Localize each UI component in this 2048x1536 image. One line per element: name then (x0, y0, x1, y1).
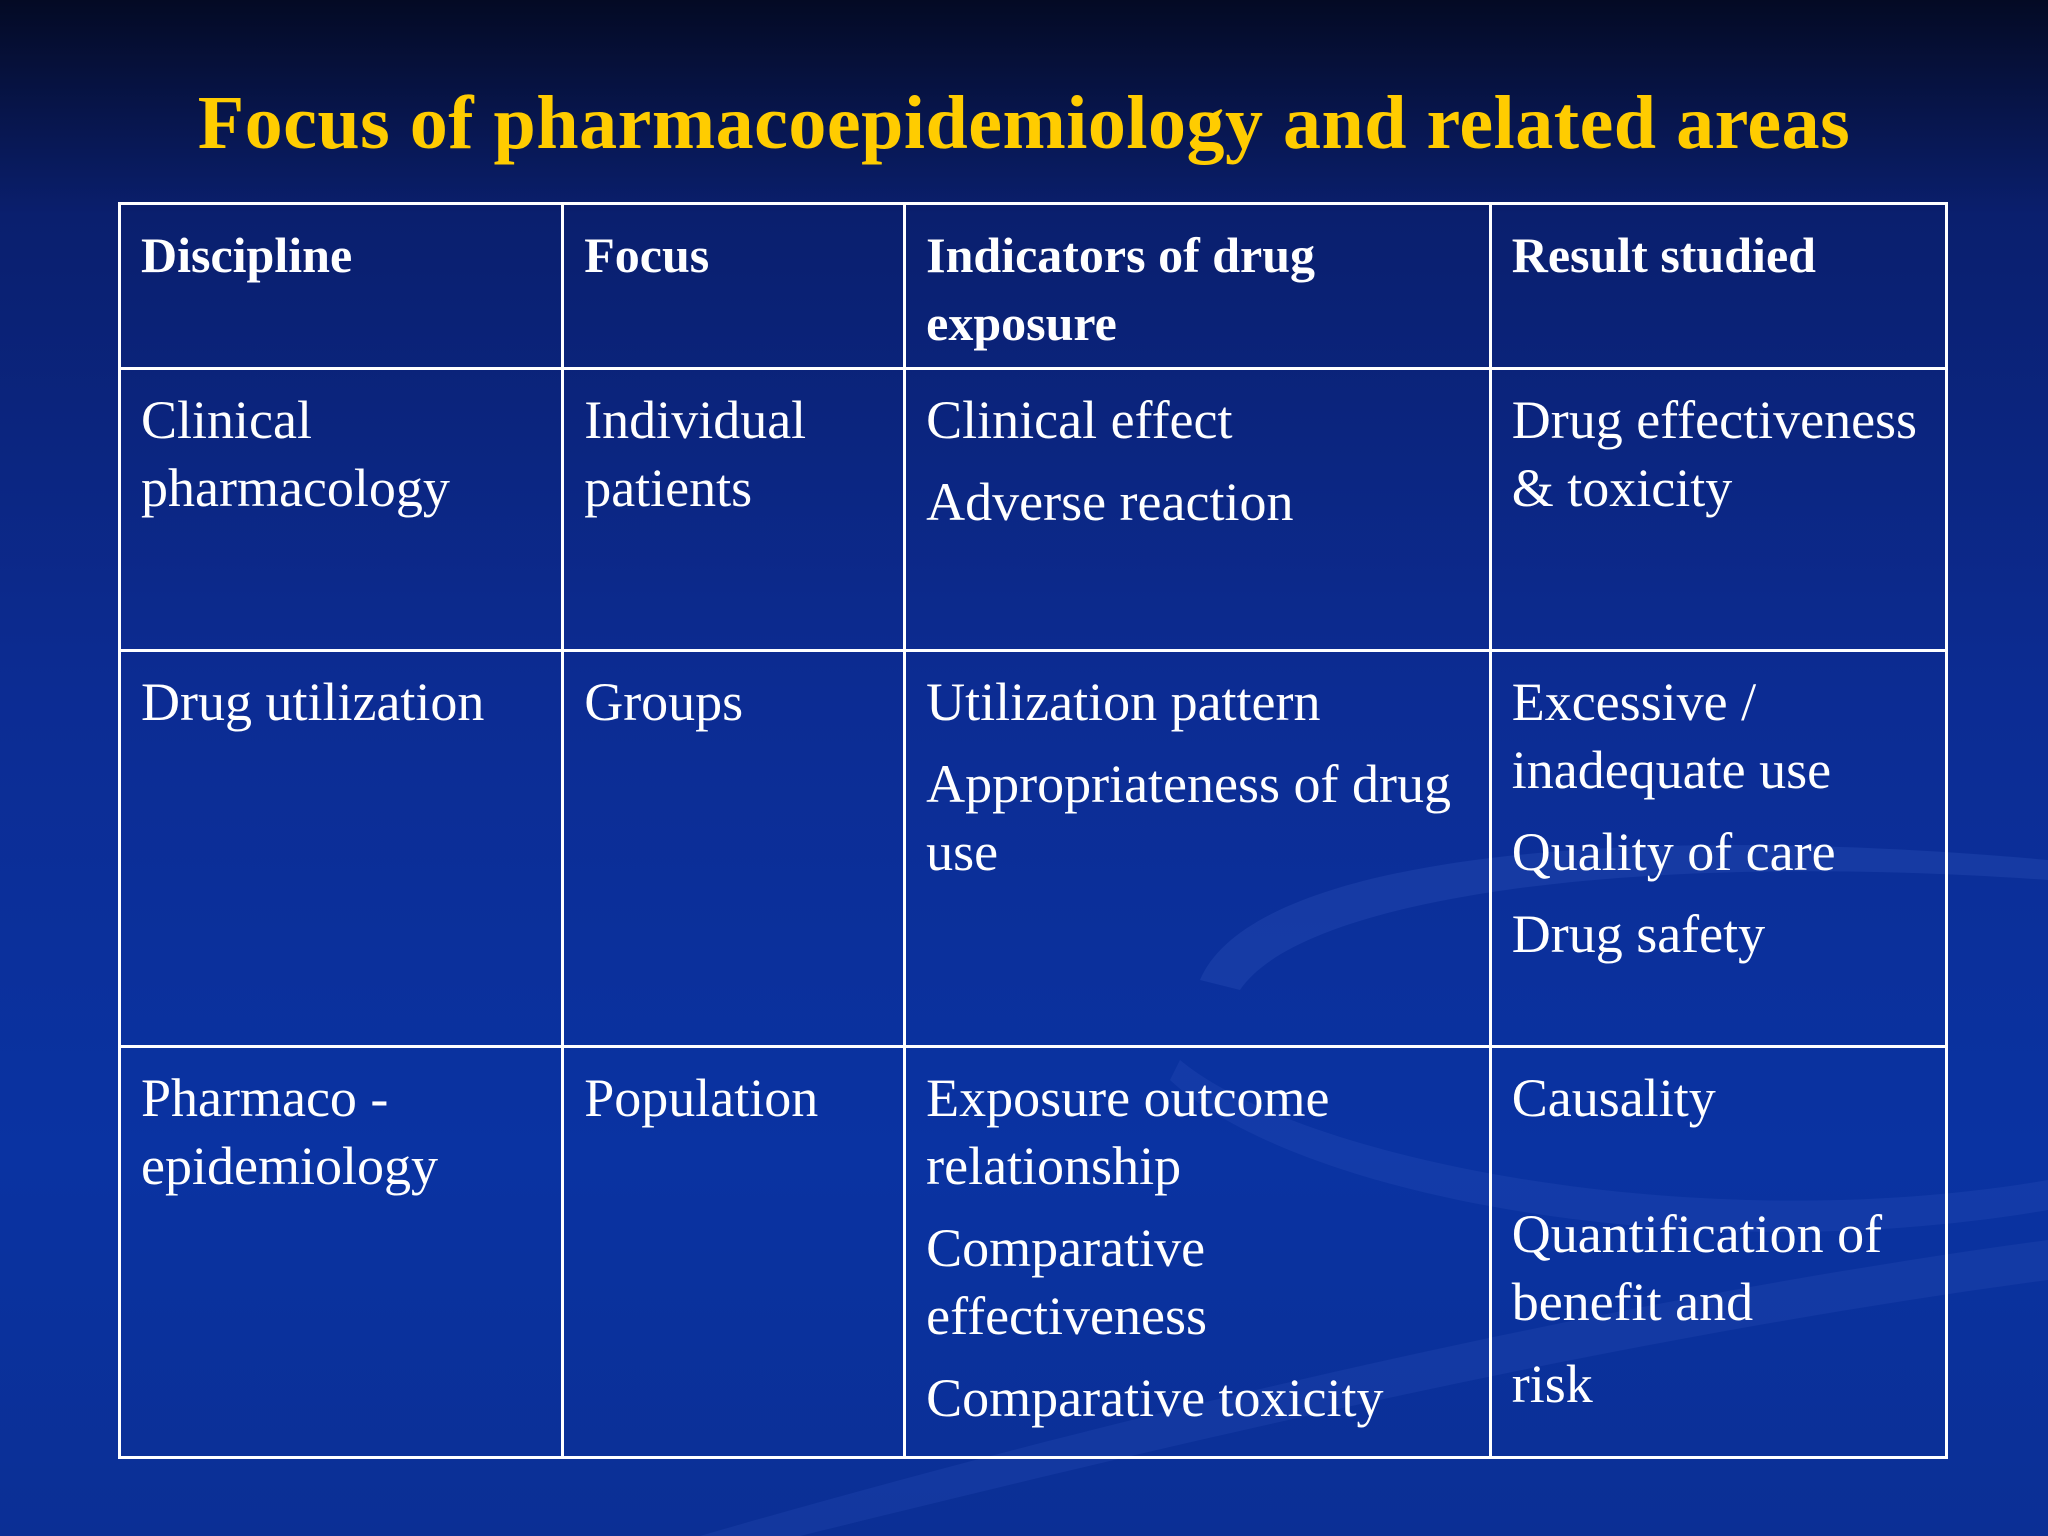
indicator-item: Utilization pattern (926, 672, 1321, 732)
indicator-item: Comparative toxicity (926, 1368, 1384, 1428)
cell-results (1490, 651, 1946, 1047)
header-result-studied: Result studied (1490, 204, 1946, 369)
result-item: Quality of care (1511, 822, 1836, 882)
focus-text: Individual patients (584, 390, 807, 518)
indicator-item: Adverse reaction (926, 472, 1294, 532)
focus-text: Groups (584, 672, 744, 732)
cell-focus (563, 1047, 905, 1458)
header-discipline: Discipline (120, 204, 563, 369)
cell-focus (563, 369, 905, 651)
cell-indicators (905, 1047, 1491, 1458)
discipline-text: Drug utilization (141, 672, 485, 732)
focus-text: Population (584, 1068, 819, 1128)
cell-discipline (120, 651, 563, 1047)
result-item: Quantification of benefit and (1511, 1204, 1883, 1332)
cell-discipline (120, 369, 563, 651)
cell-discipline (120, 1047, 563, 1458)
result-item: risk (1511, 1354, 1593, 1414)
indicator-item: Comparative effectiveness (926, 1218, 1207, 1346)
cell-focus (563, 651, 905, 1047)
result-item: Drug safety (1511, 904, 1766, 964)
cell-indicators (905, 369, 1491, 651)
discipline-text: Clinical pharmacology (141, 390, 450, 518)
indicator-item: Clinical effect (926, 390, 1233, 450)
indicator-item: Exposure outcome relationship (926, 1068, 1330, 1196)
cell-results (1490, 369, 1946, 651)
result-item: Causality (1511, 1068, 1716, 1128)
table-row (120, 1047, 1947, 1458)
slide-title: Focus of pharmacoepidemiology and related areas (197, 81, 1851, 165)
indicator-item: Appropriateness of drug use (926, 754, 1451, 882)
discipline-text: Pharmaco - epidemiology (141, 1068, 438, 1196)
cell-indicators (905, 651, 1491, 1047)
table-header-row (120, 204, 1947, 369)
header-indicators: Indicators of drug exposure (905, 204, 1491, 369)
table-row (120, 369, 1947, 651)
result-item: Excessive / inadequate use (1511, 672, 1832, 800)
table-row (120, 651, 1947, 1047)
result-item: Drug effectiveness & toxicity (1511, 390, 1918, 518)
comparison-table (118, 202, 1948, 1459)
cell-results (1490, 1047, 1946, 1458)
header-focus: Focus (563, 204, 905, 369)
